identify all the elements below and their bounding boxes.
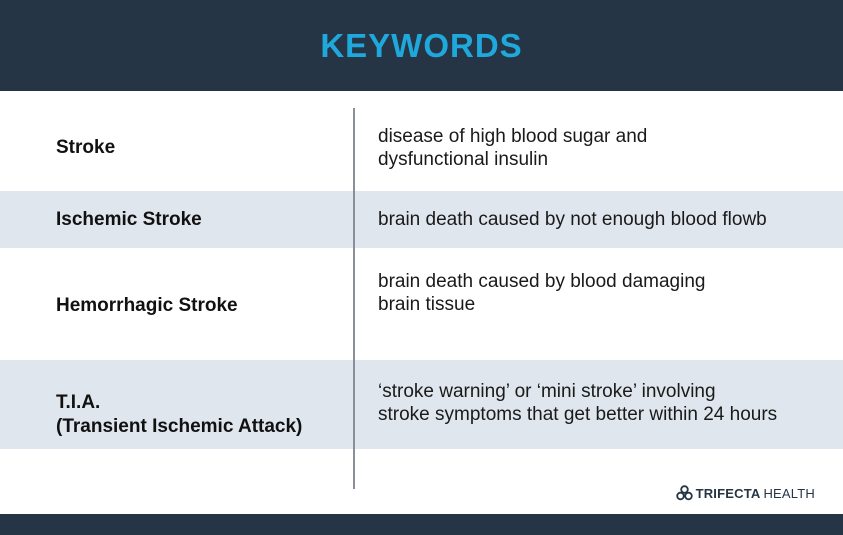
logo-text-bold: TRIFECTA	[695, 485, 761, 501]
column-divider	[353, 108, 355, 489]
logo-text-light: HEALTH	[763, 485, 815, 501]
definition-text: disease of high blood sugar and dysfunctional insulin	[378, 126, 648, 170]
footer-bar	[0, 514, 843, 535]
term-label: Hemorrhagic Stroke	[56, 295, 238, 316]
definition-text: ‘stroke warning’ or ‘mini stroke’ involving stroke symptoms that get better within 24 hours	[378, 381, 778, 425]
trifecta-logo-icon	[676, 485, 693, 501]
definition-text: brain death caused by not enough blood flowb	[378, 209, 767, 230]
term-label: Stroke	[56, 137, 116, 158]
definition-text: brain death caused by blood damaging brain tissue	[378, 271, 706, 315]
keyword-row-tia	[0, 360, 843, 449]
term-label: Ischemic Stroke	[56, 208, 202, 230]
trifecta-health-logo	[676, 483, 815, 503]
keyword-row-stroke	[0, 105, 843, 191]
keyword-row-hemorrhagic-stroke	[0, 248, 843, 360]
page-title: KEYWORDS	[320, 26, 523, 64]
term-label: T.I.A. (Transient Ischemic Attack)	[56, 392, 303, 437]
header-banner	[0, 0, 843, 91]
keyword-row-ischemic-stroke	[0, 191, 843, 248]
